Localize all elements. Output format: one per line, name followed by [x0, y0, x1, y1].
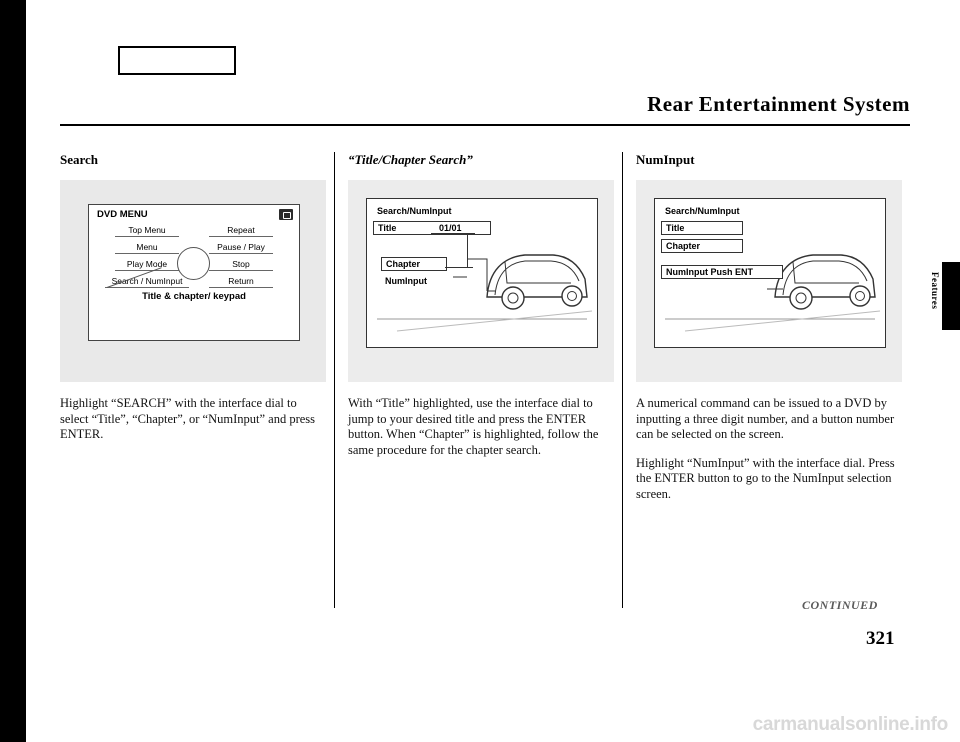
top-menu-button[interactable]: Top Menu	[115, 225, 179, 237]
column-2-heading: “Title/Chapter Search”	[348, 152, 473, 167]
page-number: 321	[866, 628, 895, 649]
column-divider-2	[622, 152, 623, 608]
connector-line-h	[445, 267, 473, 268]
manual-logo-box	[118, 46, 236, 75]
search-numinput-label: Search/NumInput	[661, 205, 755, 217]
figure-title-chapter-search	[348, 180, 614, 382]
title-value: 01/01	[439, 223, 462, 233]
column-2-text	[348, 396, 614, 458]
column-3-heading: NumInput	[636, 152, 695, 167]
column-1-heading: Search	[60, 152, 99, 167]
interface-dial-icon[interactable]	[177, 247, 210, 280]
header-rule	[60, 124, 910, 126]
numinput-row[interactable]: NumInput	[381, 275, 453, 287]
numinput-push-ent-row[interactable]: NumInput Push ENT	[661, 265, 783, 279]
column-search	[60, 152, 326, 456]
paragraph: Highlight “SEARCH” with the interface dial to select “Title”, “Chapter”, or “NumInput” and press ENTER.	[60, 396, 316, 441]
section-tab	[942, 262, 960, 330]
continued-label: CONTINUED	[802, 598, 878, 612]
search-numinput-label: Search/NumInput	[373, 205, 467, 217]
disc-icon	[279, 209, 293, 220]
column-1-text	[60, 396, 326, 443]
column-3-text	[636, 396, 902, 502]
repeat-button[interactable]: Repeat	[209, 225, 273, 237]
dvd-menu-lower-frame	[88, 306, 300, 341]
play-mode-button[interactable]: Play Mode	[115, 259, 179, 271]
dvd-menu-footer-label: Title & chapter/ keypad	[142, 291, 246, 302]
search-numinput-button[interactable]: Search / NumInput	[105, 276, 189, 288]
column-title-chapter-search	[348, 152, 614, 471]
paragraph: With “Title” highlighted, use the interface dial to jump to your desired title and press the ENTER button. When “Chapter” is highlighted, follow the same procedure for the chapter search.	[348, 396, 599, 457]
column-divider-1	[334, 152, 335, 608]
page-title: Rear Entertainment System	[647, 92, 910, 116]
connector-line-v	[467, 235, 468, 267]
figure-3-frame	[654, 198, 886, 348]
title-row[interactable]: Title	[373, 221, 491, 235]
paragraph: A numerical command can be issued to a DVD by inputting a three digit number, and a button number can be selected on the screen.	[636, 396, 895, 441]
stop-button[interactable]: Stop	[209, 259, 273, 271]
title-underline	[431, 233, 475, 234]
return-button[interactable]: Return	[209, 276, 273, 288]
figure-dvd-menu	[60, 180, 326, 382]
dvd-menu-title: DVD MENU	[97, 209, 148, 220]
title-row[interactable]: Title	[661, 221, 743, 235]
menu-button[interactable]: Menu	[115, 242, 179, 254]
chapter-row[interactable]: Chapter	[661, 239, 743, 253]
chapter-row[interactable]: Chapter	[381, 257, 447, 271]
pause-play-button[interactable]: Pause / Play	[209, 242, 273, 254]
figure-numinput	[636, 180, 902, 382]
figure-2-frame	[366, 198, 598, 348]
bottom-black-bar	[0, 706, 26, 742]
watermark: carmanualsonline.info	[752, 714, 948, 735]
section-tab-label: Features	[930, 272, 940, 310]
paragraph: Highlight “NumInput” with the interface dial. Press the ENTER button to go to the NumInput selection screen.	[636, 455, 895, 501]
column-numinput	[636, 152, 902, 515]
dvd-menu-screen	[88, 204, 300, 308]
